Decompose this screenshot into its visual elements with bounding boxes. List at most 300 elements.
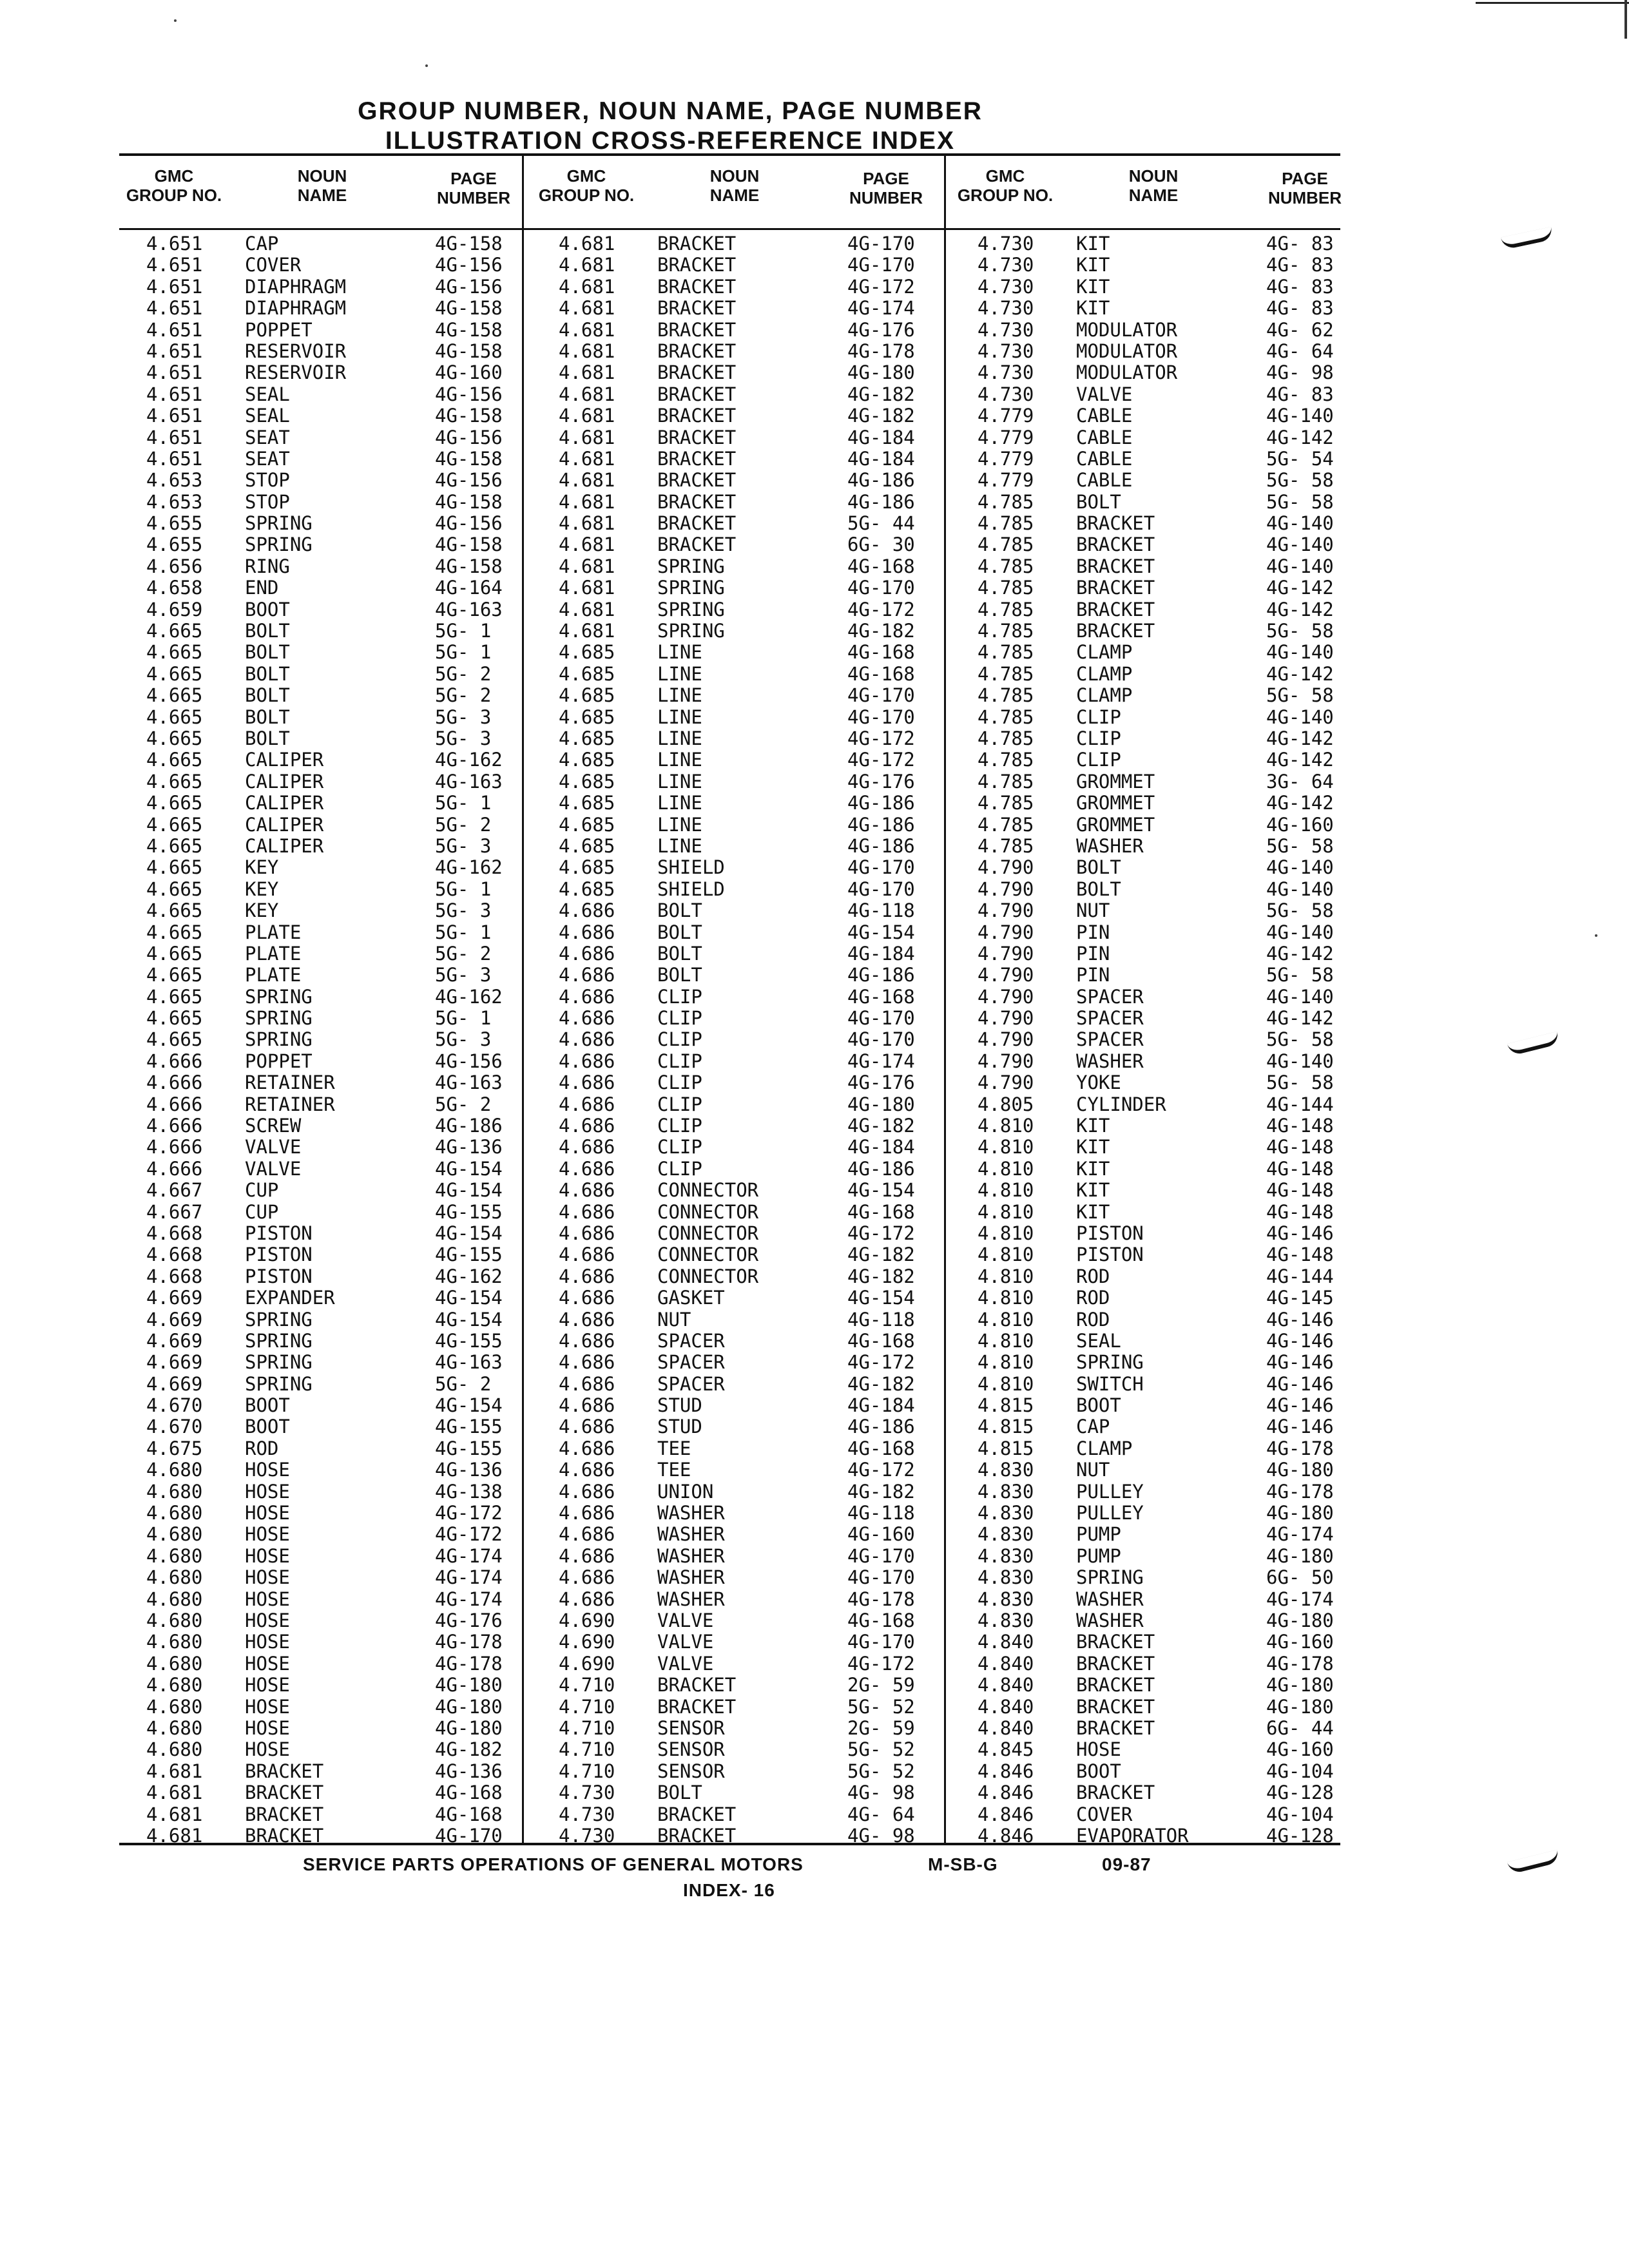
index-row [119, 513, 519, 534]
index-row [119, 1696, 519, 1718]
group-number: 4.686 [559, 1394, 615, 1417]
noun-name: STUD [657, 1416, 702, 1438]
index-row [119, 1631, 519, 1653]
noun-name: CLIP [1076, 706, 1121, 728]
index-row [950, 1158, 1340, 1180]
group-number: 4.685 [559, 878, 615, 900]
group-number: 4.810 [978, 1222, 1034, 1244]
group-number: 4.686 [559, 942, 615, 965]
index-title [0, 97, 1340, 156]
noun-name: LINE [657, 706, 702, 728]
group-number: 4.681 [559, 275, 615, 298]
group-number: 4.686 [559, 1072, 615, 1094]
page-number: 4G-180 [435, 1674, 503, 1696]
noun-name: HOSE [245, 1738, 290, 1761]
index-row [950, 599, 1340, 620]
index-row [119, 1653, 519, 1675]
noun-name: LINE [657, 727, 702, 749]
index-row [119, 1180, 519, 1201]
page-number: 4G-128 [1266, 1824, 1334, 1847]
group-number: 4.710 [559, 1695, 615, 1718]
index-row [950, 707, 1340, 728]
page-number: 4G-170 [847, 878, 915, 900]
page-number: 5G- 2 [435, 1372, 492, 1395]
page-number: 4G-142 [1266, 1007, 1334, 1030]
page-number: 4G-172 [847, 1222, 915, 1244]
noun-name: NUT [657, 1308, 691, 1331]
index-row [532, 298, 938, 319]
group-number: 4.651 [146, 318, 203, 341]
group-number: 4.651 [146, 426, 203, 448]
header-group-no [119, 166, 229, 205]
noun-name: MODULATOR [1076, 361, 1178, 384]
noun-name: PLATE [245, 942, 302, 965]
index-row [532, 320, 938, 341]
index-row [950, 1825, 1340, 1847]
group-number: 4.815 [978, 1416, 1034, 1438]
corner-rule [1476, 2, 1629, 4]
index-row [119, 1331, 519, 1352]
group-number: 4.651 [146, 297, 203, 320]
group-number: 4.790 [978, 942, 1034, 965]
index-row [119, 1567, 519, 1588]
group-number: 4.830 [978, 1523, 1034, 1546]
group-number: 4.680 [146, 1480, 203, 1503]
index-row [532, 427, 938, 448]
noun-name: CUP [245, 1200, 279, 1223]
noun-name: HOSE [245, 1544, 290, 1567]
group-number: 4.730 [978, 254, 1034, 276]
index-row [532, 1782, 938, 1803]
group-number: 4.686 [559, 921, 615, 943]
group-number: 4.681 [559, 361, 615, 384]
index-row [532, 986, 938, 1008]
page-number: 4G-172 [847, 749, 915, 771]
page-number: 4G-168 [435, 1782, 503, 1804]
index-row [532, 599, 938, 620]
noun-name: CLIP [657, 1136, 702, 1158]
index-row [532, 341, 938, 362]
page-number: 4G-163 [435, 598, 503, 620]
index-row [532, 1718, 938, 1739]
group-number: 4.665 [146, 727, 203, 749]
page-number: 4G-156 [435, 275, 503, 298]
noun-name: BRACKET [245, 1824, 324, 1847]
scan-speck [174, 19, 177, 22]
index-row [119, 1503, 519, 1524]
group-number: 4.730 [559, 1803, 615, 1825]
page-number: 5G- 3 [435, 964, 492, 986]
group-number: 4.779 [978, 405, 1034, 427]
group-number: 4.669 [146, 1308, 203, 1331]
group-number: 4.681 [559, 490, 615, 513]
noun-name: CLAMP [1076, 641, 1133, 664]
index-row [950, 1481, 1340, 1503]
page-number: 4G-168 [847, 662, 915, 685]
index-row [950, 233, 1340, 255]
noun-name: WASHER [1076, 1610, 1144, 1631]
index-row [950, 685, 1340, 706]
group-number: 4.666 [146, 1093, 203, 1115]
header-page-number-line-1: PAGE [863, 169, 909, 188]
noun-name: KEY [245, 899, 279, 922]
page-number: 4G-174 [435, 1588, 503, 1610]
page-number: 5G- 44 [847, 512, 915, 535]
index-column-3 [950, 156, 1342, 1847]
page-number: 4G-158 [435, 405, 503, 427]
group-number: 4.668 [146, 1222, 203, 1244]
page-number: 4G-162 [435, 749, 503, 771]
group-number: 4.830 [978, 1588, 1034, 1610]
noun-name: CLIP [657, 1007, 702, 1030]
index-row [950, 1761, 1340, 1782]
group-number: 4.710 [559, 1674, 615, 1696]
index-row [119, 405, 519, 427]
header-page-number [841, 169, 931, 207]
index-row [950, 1675, 1340, 1696]
noun-name: BRACKET [1076, 1716, 1155, 1739]
header-page-number-line-1: PAGE [450, 169, 497, 188]
index-row [119, 1782, 519, 1803]
group-number: 4.667 [146, 1200, 203, 1223]
group-number: 4.686 [559, 1502, 615, 1524]
index-row [532, 1546, 938, 1567]
noun-name: PISTON [1076, 1244, 1144, 1266]
group-number: 4.686 [559, 1416, 615, 1438]
noun-name: BRACKET [657, 469, 737, 492]
page-number: 4G-162 [435, 1265, 503, 1287]
index-row [119, 427, 519, 448]
index-row [532, 233, 938, 255]
page-number: 5G- 3 [435, 727, 492, 749]
group-number: 4.710 [559, 1738, 615, 1761]
group-number: 4.830 [978, 1480, 1034, 1503]
page-number: 4G-164 [435, 577, 503, 599]
group-number: 4.665 [146, 856, 203, 879]
page-number: 4G-178 [435, 1652, 503, 1675]
page-number: 4G-144 [1266, 1093, 1334, 1115]
index-row [532, 836, 938, 857]
group-number: 4.680 [146, 1738, 203, 1761]
page-number: 4G-178 [1266, 1652, 1334, 1675]
page-number: 4G-176 [847, 770, 915, 793]
index-row [532, 857, 938, 878]
page-number: 5G- 1 [435, 1007, 492, 1030]
group-number: 4.651 [146, 233, 203, 255]
noun-name: BRACKET [657, 1803, 737, 1825]
noun-name: HOSE [245, 1523, 290, 1546]
index-row [950, 298, 1340, 319]
group-number: 4.681 [146, 1824, 203, 1847]
noun-name: SPRING [657, 555, 725, 577]
index-row [950, 728, 1340, 749]
index-row [532, 1481, 938, 1503]
group-number: 4.680 [146, 1588, 203, 1610]
noun-name: BRACKET [1076, 620, 1155, 642]
group-number: 4.669 [146, 1351, 203, 1374]
noun-name: ROD [1076, 1287, 1110, 1309]
noun-name: SEAT [245, 426, 290, 448]
group-number: 4.651 [146, 340, 203, 362]
page-number: 4G-168 [847, 1610, 915, 1631]
header-group-no-line-2: GROUP NO. [957, 186, 1054, 205]
noun-name: EVAPORATOR [1076, 1824, 1189, 1847]
noun-name: POPPET [245, 1050, 313, 1072]
page-number: 4G-186 [847, 469, 915, 492]
group-number: 4.666 [146, 1050, 203, 1072]
page-number: 5G- 58 [1266, 834, 1334, 857]
group-number: 4.790 [978, 1050, 1034, 1072]
group-number: 4.785 [978, 598, 1034, 620]
index-row [119, 642, 519, 663]
noun-name: BRACKET [1076, 1674, 1155, 1696]
index-row [950, 1782, 1340, 1803]
group-number: 4.785 [978, 577, 1034, 599]
page-number: 4G-180 [435, 1695, 503, 1718]
group-number: 4.681 [559, 555, 615, 577]
index-row [950, 1008, 1340, 1029]
page-number: 4G- 64 [847, 1803, 915, 1825]
group-number: 4.653 [146, 490, 203, 513]
index-row [950, 1115, 1340, 1137]
noun-name: CABLE [1076, 426, 1133, 448]
group-number: 4.686 [559, 1523, 615, 1546]
index-row [119, 1137, 519, 1158]
noun-name: WASHER [657, 1566, 725, 1589]
noun-name: SCREW [245, 1115, 302, 1137]
page-number: 4G-136 [435, 1459, 503, 1481]
group-number: 4.730 [978, 297, 1034, 320]
index-row [950, 879, 1340, 900]
group-number: 4.651 [146, 254, 203, 276]
page-number: 4G-128 [1266, 1782, 1334, 1804]
page-number: 4G-184 [847, 1136, 915, 1158]
noun-name: DIAPHRAGM [245, 297, 347, 320]
index-row [119, 1761, 519, 1782]
index-row [950, 664, 1340, 685]
group-number: 4.681 [559, 233, 615, 255]
group-number: 4.790 [978, 899, 1034, 922]
group-number: 4.785 [978, 706, 1034, 728]
group-number: 4.681 [559, 426, 615, 448]
group-number: 4.810 [978, 1200, 1034, 1223]
page-number: 4G-170 [847, 1028, 915, 1051]
index-row [532, 1631, 938, 1653]
noun-name: END [245, 577, 279, 599]
page-number: 4G-140 [1266, 405, 1334, 427]
group-number: 4.686 [559, 1222, 615, 1244]
noun-name: EXPANDER [245, 1287, 335, 1309]
group-number: 4.830 [978, 1610, 1034, 1631]
noun-name: SENSOR [657, 1738, 725, 1761]
group-number: 4.681 [559, 405, 615, 427]
noun-name: BOLT [657, 899, 702, 922]
page-number: 5G- 58 [1266, 620, 1334, 642]
page-number: 4G-146 [1266, 1329, 1334, 1352]
noun-name: RETAINER [245, 1072, 335, 1094]
page-number: 4G-146 [1266, 1416, 1334, 1438]
page-number: 4G-158 [435, 318, 503, 341]
margin-tick-mark [1507, 1850, 1560, 1875]
noun-name: SEAL [1076, 1329, 1121, 1352]
group-number: 4.665 [146, 1007, 203, 1030]
noun-name: KIT [1076, 1179, 1110, 1202]
group-number: 4.680 [146, 1716, 203, 1739]
page-number: 5G- 54 [1266, 447, 1334, 470]
page-number: 4G-182 [847, 1372, 915, 1395]
noun-name: BRACKET [657, 254, 737, 276]
noun-name: BOOT [245, 598, 290, 620]
index-row [532, 255, 938, 276]
group-number: 4.790 [978, 1007, 1034, 1030]
noun-name: KEY [245, 856, 279, 879]
noun-name: BRACKET [657, 447, 737, 470]
noun-name: SPRING [245, 1007, 313, 1030]
index-row [119, 1718, 519, 1739]
header-noun-name-line-2: NAME [709, 186, 760, 205]
noun-name: BOLT [245, 620, 290, 642]
index-row [950, 577, 1340, 599]
noun-name: WASHER [657, 1588, 725, 1610]
noun-name: HOSE [245, 1695, 290, 1718]
index-row [532, 534, 938, 555]
page-number: 4G-148 [1266, 1244, 1334, 1266]
header-noun-name-line-1: NOUN [297, 166, 347, 186]
index-row [119, 1094, 519, 1115]
page-number: 4G-154 [435, 1157, 503, 1180]
page-number: 4G-142 [1266, 749, 1334, 771]
noun-name: DIAPHRAGM [245, 275, 347, 298]
group-number: 4.710 [559, 1716, 615, 1739]
page-number: 4G-168 [847, 1329, 915, 1352]
noun-name: BRACKET [1076, 555, 1155, 577]
noun-name: KIT [1076, 1200, 1110, 1223]
page-number: 4G-170 [847, 1631, 915, 1653]
index-row [119, 814, 519, 836]
index-row [950, 1072, 1340, 1093]
index-row [950, 1266, 1340, 1287]
group-number: 4.810 [978, 1287, 1034, 1309]
group-number: 4.686 [559, 1544, 615, 1567]
group-number: 4.680 [146, 1566, 203, 1589]
index-row [532, 1524, 938, 1545]
page-number: 4G-154 [435, 1287, 503, 1309]
page-number: 4G-170 [847, 1007, 915, 1030]
noun-name: PIN [1076, 921, 1110, 943]
noun-name: BRACKET [1076, 512, 1155, 535]
page-number: 4G-174 [847, 297, 915, 320]
page-number: 4G-146 [1266, 1222, 1334, 1244]
noun-name: LINE [657, 770, 702, 793]
noun-name: BRACKET [1076, 598, 1155, 620]
page-number: 2G- 59 [847, 1674, 915, 1696]
page-number: 4G-162 [435, 985, 503, 1008]
page-number: 4G-140 [1266, 856, 1334, 879]
group-number: 4.686 [559, 899, 615, 922]
header-group-no-line-1: GMC [985, 166, 1025, 186]
noun-name: GASKET [657, 1287, 725, 1309]
group-number: 4.815 [978, 1437, 1034, 1459]
page-number: 4G-146 [1266, 1308, 1334, 1331]
noun-name: CYLINDER [1076, 1093, 1166, 1115]
index-row [532, 943, 938, 965]
index-row [119, 276, 519, 298]
index-row [119, 1072, 519, 1093]
index-row [119, 1244, 519, 1265]
page-number: 4G-170 [847, 254, 915, 276]
group-number: 4.730 [978, 383, 1034, 405]
scan-speck [1595, 934, 1597, 937]
header-noun-name-line-2: NAME [297, 186, 347, 205]
index-row [950, 1567, 1340, 1588]
noun-name: SHIELD [657, 856, 725, 879]
index-row [950, 384, 1340, 405]
index-row [950, 857, 1340, 878]
index-row [532, 900, 938, 921]
index-row [532, 1459, 938, 1481]
index-row [119, 1029, 519, 1050]
noun-name: SENSOR [657, 1760, 725, 1782]
index-row [119, 448, 519, 470]
noun-name: HOSE [1076, 1738, 1121, 1761]
group-number: 4.686 [559, 985, 615, 1008]
noun-name: SPRING [245, 1308, 313, 1331]
group-number: 4.686 [559, 1566, 615, 1589]
noun-name: LINE [657, 684, 702, 707]
index-row [950, 320, 1340, 341]
index-row [119, 1481, 519, 1503]
group-number: 4.656 [146, 555, 203, 577]
page-number: 4G-154 [435, 1308, 503, 1331]
index-row [119, 1266, 519, 1287]
page-number: 4G-142 [1266, 662, 1334, 685]
noun-name: CLIP [657, 1093, 702, 1115]
index-row [119, 341, 519, 362]
noun-name: HOSE [245, 1652, 290, 1675]
index-row [950, 1244, 1340, 1265]
group-number: 4.685 [559, 641, 615, 664]
index-row [532, 492, 938, 513]
column-header [532, 166, 938, 228]
group-number: 4.785 [978, 641, 1034, 664]
group-number: 4.681 [146, 1760, 203, 1782]
group-number: 4.651 [146, 275, 203, 298]
index-row [532, 1675, 938, 1696]
index-row [950, 1459, 1340, 1481]
noun-name: LINE [657, 792, 702, 814]
noun-name: LINE [657, 662, 702, 685]
noun-name: SPACER [657, 1329, 725, 1352]
group-number: 4.846 [978, 1824, 1034, 1847]
noun-name: CLIP [657, 985, 702, 1008]
noun-name: BOLT [1076, 856, 1121, 879]
index-row [950, 943, 1340, 965]
page-number: 4G-146 [1266, 1351, 1334, 1374]
noun-name: CLIP [657, 1115, 702, 1137]
group-number: 4.810 [978, 1115, 1034, 1137]
group-number: 4.790 [978, 921, 1034, 943]
noun-name: CABLE [1076, 469, 1133, 492]
page-number: 4G-182 [847, 1265, 915, 1287]
group-number: 4.840 [978, 1716, 1034, 1739]
noun-name: ROD [245, 1437, 279, 1459]
group-number: 4.779 [978, 426, 1034, 448]
page-number: 4G-160 [435, 361, 503, 384]
page-number: 5G- 58 [1266, 899, 1334, 922]
index-row [119, 857, 519, 878]
noun-name: TEE [657, 1437, 691, 1459]
index-row [950, 1696, 1340, 1718]
